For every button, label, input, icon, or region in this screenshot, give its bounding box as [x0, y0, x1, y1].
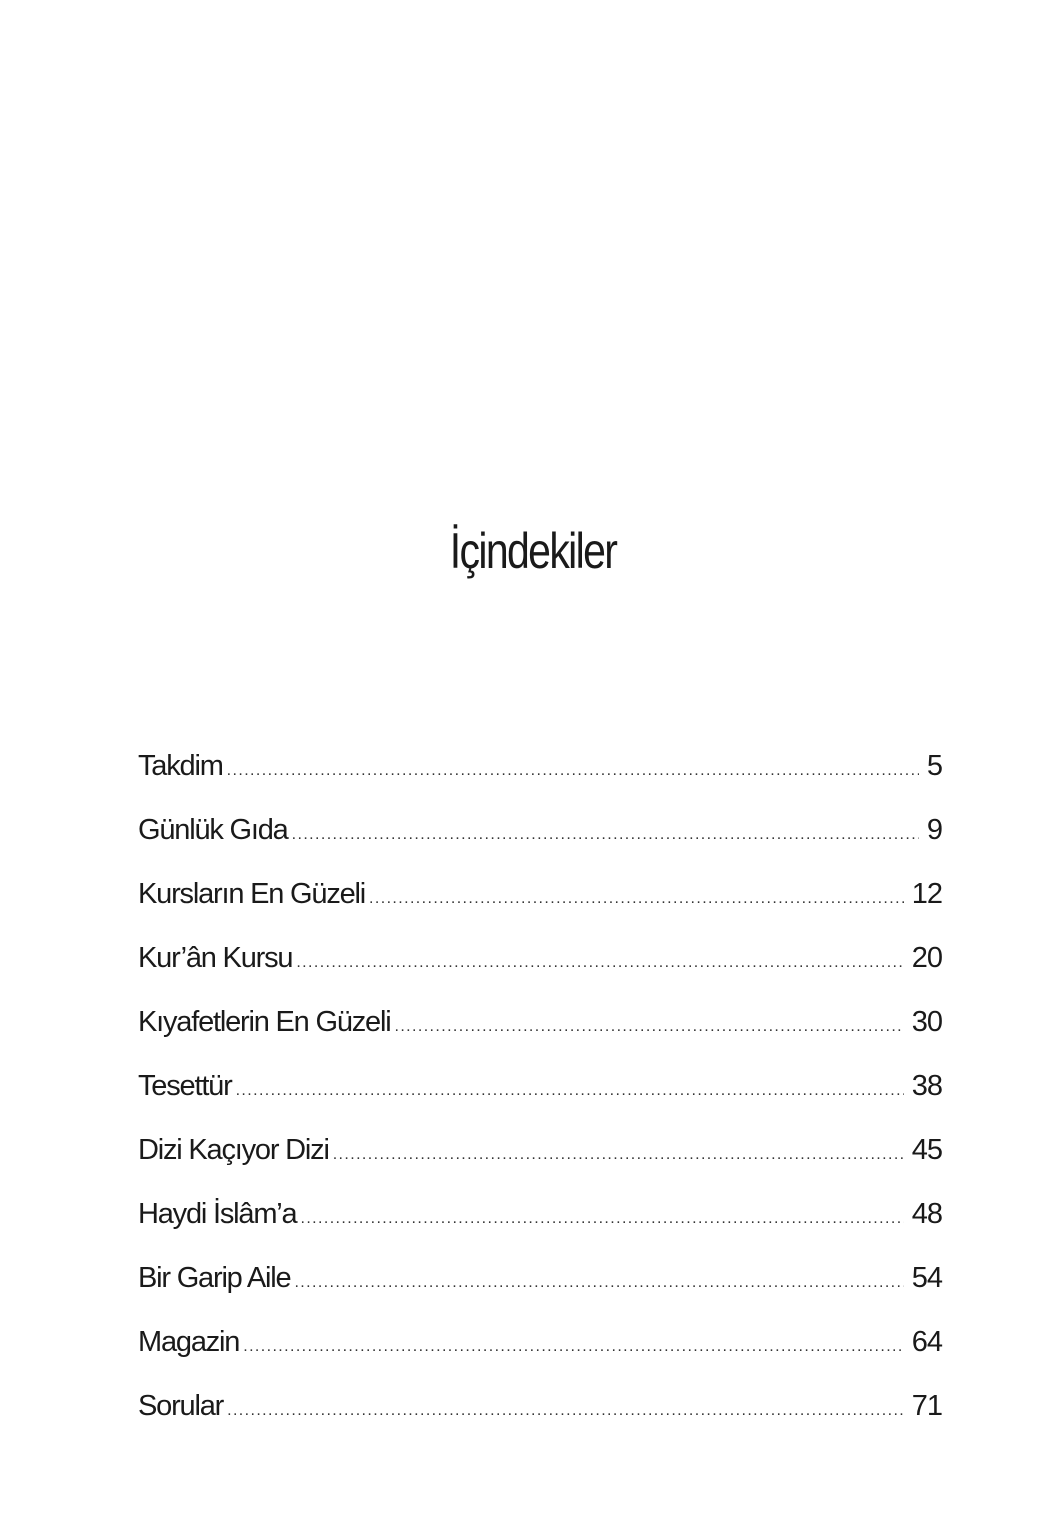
dot-leader [227, 1379, 904, 1443]
toc-entry-page: 20 [911, 942, 942, 974]
toc-entry[interactable] [138, 1310, 942, 1374]
toc-entry-page: 45 [911, 1134, 942, 1166]
dot-leader [394, 995, 903, 1059]
toc-entry[interactable] [138, 926, 942, 990]
toc-entry-page: 71 [911, 1390, 942, 1422]
toc-entry-label: Sorular [138, 1390, 224, 1422]
toc-entry-label: Magazin [138, 1326, 240, 1358]
toc-entry[interactable] [138, 1246, 942, 1310]
dot-leader [292, 803, 919, 867]
dot-leader [236, 1059, 904, 1123]
toc-entry-page: 30 [911, 1006, 942, 1038]
dot-leader [300, 1187, 903, 1251]
toc-entry[interactable] [138, 990, 942, 1054]
toc-entry-page: 5 [926, 750, 942, 782]
toc-entry-label: Kursların En Güzeli [138, 878, 366, 910]
toc-entry-page: 12 [911, 878, 942, 910]
dot-leader [227, 739, 919, 803]
toc-entry-page: 64 [911, 1326, 942, 1358]
toc-entry-label: Takdim [138, 750, 223, 782]
table-of-contents [138, 734, 942, 1438]
toc-entry[interactable] [138, 734, 942, 798]
dot-leader [296, 931, 903, 995]
toc-entry-page: 38 [911, 1070, 942, 1102]
toc-entry-label: Tesettür [138, 1070, 232, 1102]
toc-entry-label: Kur’ân Kursu [138, 942, 293, 974]
dot-leader [369, 867, 904, 931]
toc-entry-page: 54 [911, 1262, 942, 1294]
dot-leader [243, 1315, 904, 1379]
toc-entry-label: Dizi Kaçıyor Dizi [138, 1134, 329, 1166]
toc-entry-label: Bir Garip Aile [138, 1262, 291, 1294]
dot-leader [333, 1123, 904, 1187]
toc-entry[interactable] [138, 1054, 942, 1118]
toc-entry-page: 48 [911, 1198, 942, 1230]
toc-entry[interactable] [138, 1374, 942, 1438]
dot-leader [294, 1251, 903, 1315]
toc-entry[interactable] [138, 798, 942, 862]
toc-entry-label: Günlük Gıda [138, 814, 288, 846]
toc-entry[interactable] [138, 1118, 942, 1182]
page-title: İçindekiler [449, 523, 617, 579]
toc-entry-page: 9 [926, 814, 942, 846]
toc-entry-label: Kıyafetlerin En Güzeli [138, 1006, 391, 1038]
toc-entry[interactable] [138, 862, 942, 926]
toc-entry[interactable] [138, 1182, 942, 1246]
toc-entry-label: Haydi İslâm’a [138, 1198, 297, 1230]
